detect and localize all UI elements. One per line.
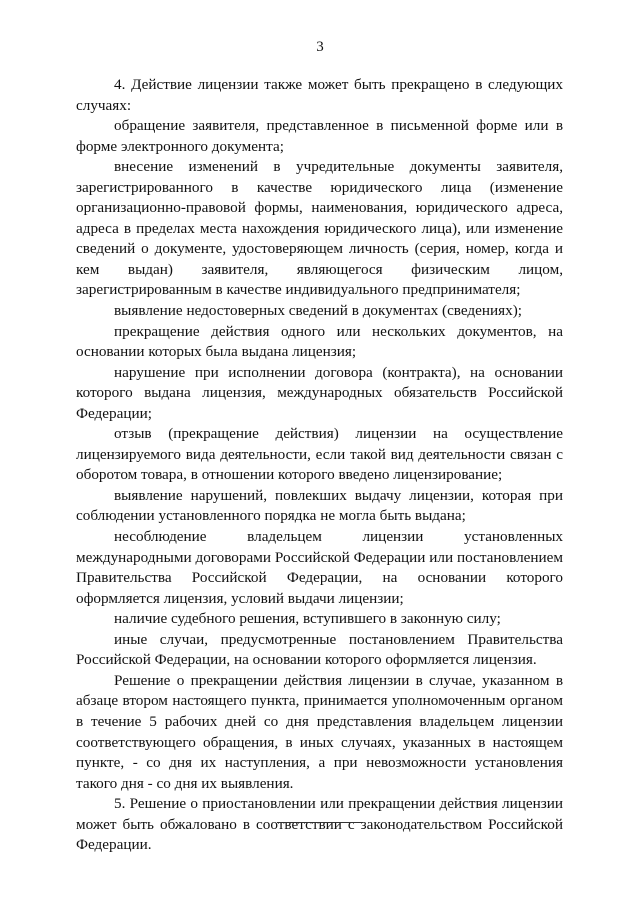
paragraph-termination-decision: Решение о прекращении действия лицензии в случае, указанном в абзаце втором настоящего пункта, принимается уполномоченным органом в течение 5 рабочих дней со дня представления владельцем лицензии соответствующего обращения, в иных случаях, указанных в настоящем пункте, - со дня их наступления, а при невозможности установления такого дня - со дня их выявления. — [76, 671, 563, 792]
paragraph-false-information: выявление недостоверных сведений в документах (сведениях); — [114, 302, 523, 320]
paragraph-court-decision: наличие судебного решения, вступившего в законную силу; — [114, 610, 501, 628]
paragraph-noncompliance: несоблюдение владельцем лицензии установленных международными договорами Российской Федерации или постановлением Правительства Российской Федерации, на основании которого оформляется лицензия, условий выдачи лицензии; — [76, 528, 563, 607]
paragraph-applicant-request: обращение заявителя, представленное в письменной форме или в форме электронного документа; — [76, 117, 563, 155]
closing-divider — [277, 822, 363, 823]
paragraph-documents-termination: прекращение действия одного или нескольких документов, на основании которых была выдана лицензия; — [76, 322, 563, 361]
paragraph-contract-violation: нарушение при исполнении договора (контракта), на основании которого выдана лицензия, международных обязательств Российской Федерации; — [76, 363, 563, 422]
paragraph-item-4-header: 4. Действие лицензии также может быть прекращено в следующих случаях: — [76, 76, 563, 114]
paragraph-issuance-violations: выявление нарушений, повлекших выдачу лицензии, которая при соблюдении установленного порядка не могла быть выдана; — [76, 486, 563, 525]
paragraph-other-cases: иные случаи, предусмотренные постановлением Правительства Российской Федерации, на основании которого оформляется лицензия. — [76, 630, 563, 669]
document-body — [76, 75, 563, 856]
page-number: 3 — [316, 39, 324, 55]
paragraph-item-5-appeal: 5. Решение о приостановлении или прекращении действия лицензии может быть обжаловано в соответствии с законодательством Российской Федерации. — [76, 795, 563, 854]
paragraph-founding-documents-change: внесение изменений в учредительные документы заявителя, зарегистрированного в качестве юридического лица (изменение организационно-правовой формы, наименования, юридического адреса, адреса в пределах места нахождения юридического лица), или изменение сведений о документе, удостоверяющем личность (серия, номер, когда и кем выдан) заявителя, являющегося физическим лицом, зарегистрированным в качестве индивидуального предпринимателя; — [76, 158, 563, 299]
paragraph-license-revocation: отзыв (прекращение действия) лицензии на осуществление лицензируемого вида деятельности, если такой вид деятельности связан с оборотом товара, в отношении которого введено лицензирование; — [76, 425, 563, 484]
